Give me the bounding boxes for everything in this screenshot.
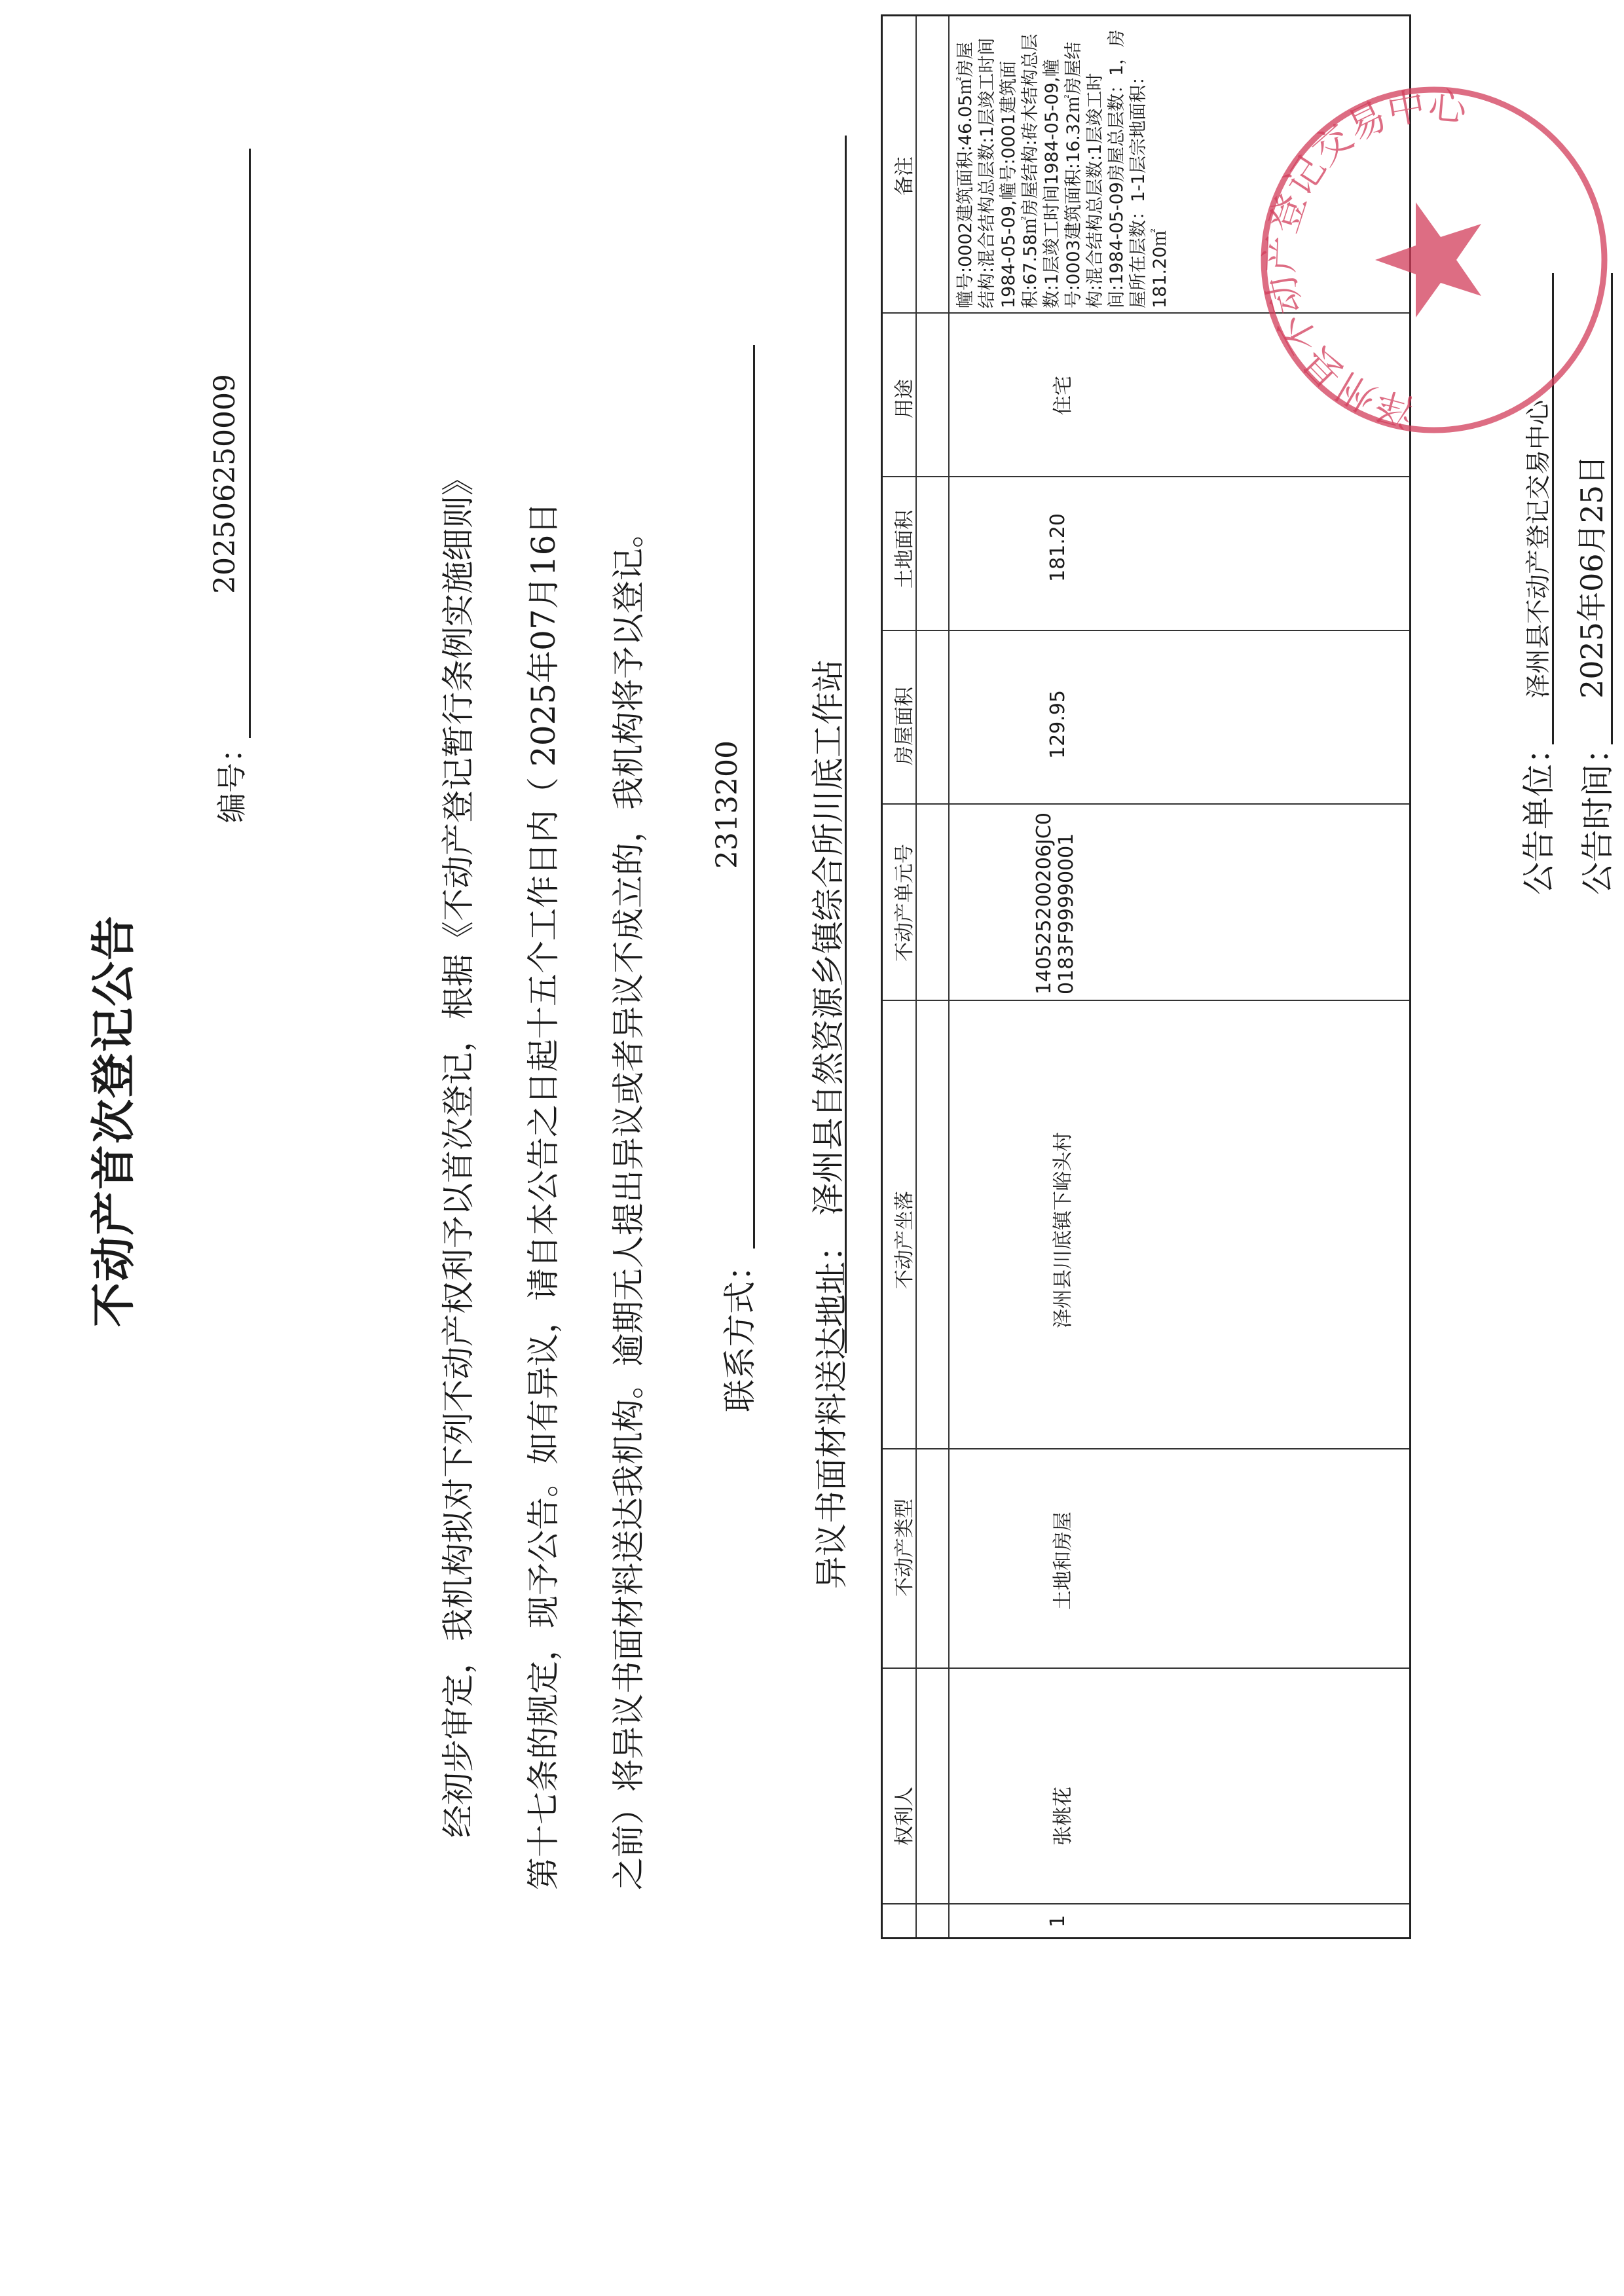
cell-house-area: 129.95	[1046, 690, 1069, 759]
serial-value: 202506250009	[208, 374, 242, 594]
contact-value: 2313200	[710, 740, 744, 869]
address-label: 异议书面材料送达地址：	[813, 1229, 851, 1589]
row-divider	[948, 16, 950, 1937]
col-divider	[883, 1000, 1409, 1001]
seal-star-icon	[1375, 202, 1481, 318]
cell-location: 泽州县川底镇下峪头村	[1052, 1132, 1075, 1328]
seal-text: 泽州县不动产登记交易中心	[1259, 84, 1469, 434]
row-index: 1	[1046, 1914, 1069, 1927]
cell-type: 土地和房屋	[1052, 1512, 1075, 1610]
header-land-area: 土地面积	[893, 510, 916, 589]
col-divider	[883, 1667, 1409, 1669]
col-divider	[883, 630, 1409, 631]
cell-unit-number: 140525200206JC00183F99990001	[1033, 812, 1078, 994]
issuer-value: 泽州县不动产登记交易中心	[1524, 399, 1553, 699]
page-title: 不动产首次登记公告	[88, 914, 140, 1327]
contact-label: 联系方式：	[721, 1248, 759, 1412]
official-seal	[1251, 77, 1617, 443]
body-line-1: 经初步审定，我机构拟对下列不动产权利予以首次登记，根据《不动产登记暂行条例实施细则》	[439, 463, 477, 1838]
col-divider	[883, 476, 1409, 477]
cell-usage: 住宅	[1052, 376, 1075, 415]
address-value: 泽州县自然资源乡镇综合所川底工作站	[809, 659, 847, 1216]
header-unit-number: 不动产单元号	[893, 844, 916, 962]
serial-underline	[249, 149, 251, 738]
cell-owner: 张桃花	[1052, 1787, 1075, 1846]
header-usage: 用途	[893, 379, 916, 418]
header-notes: 备注	[893, 156, 916, 196]
issuer-label: 公告单位：	[1520, 731, 1558, 895]
header-divider	[915, 16, 917, 1937]
date-value: 2025年06月25日	[1574, 454, 1610, 699]
body-line-2: 第十七条的规定，现予公告。如有异议，请自本公告之日起十五个工作日内（ 2025年07月16日	[525, 501, 563, 1890]
header-location: 不动产坐落	[893, 1191, 916, 1289]
header-owner: 权利人	[893, 1787, 916, 1846]
header-type: 不动产类型	[893, 1499, 916, 1597]
header-house-area: 房屋面积	[893, 687, 916, 765]
cell-notes: 幢号:0002建筑面积:46.05㎡房屋结构:混合结构总层数:1层竣工时间1984-05-09,幢号:0001建筑面积:67.58㎡房屋结构:砖木结构总层数:1层竣工时间1984-05-09,幢号:0003建筑面积:16.32㎡房屋结构:混合结构总层数:1层竣工时间:1984-05-09房屋总层数：1，房屋所在层数：1-1层宗地面积：181.20㎡	[955, 29, 1170, 308]
col-divider	[883, 1448, 1409, 1449]
col-divider	[883, 1903, 1409, 1904]
contact-underline	[753, 345, 755, 1248]
date-label: 公告时间：	[1579, 731, 1617, 895]
col-divider	[883, 803, 1409, 805]
cell-land-area: 181.20	[1046, 513, 1069, 582]
body-line-3: 之前）将异议书面材料送达我机构。逾期无人提出异议或者异议不成立的，我机构将予以登记。	[610, 515, 648, 1890]
serial-label: 编号：	[214, 733, 249, 823]
